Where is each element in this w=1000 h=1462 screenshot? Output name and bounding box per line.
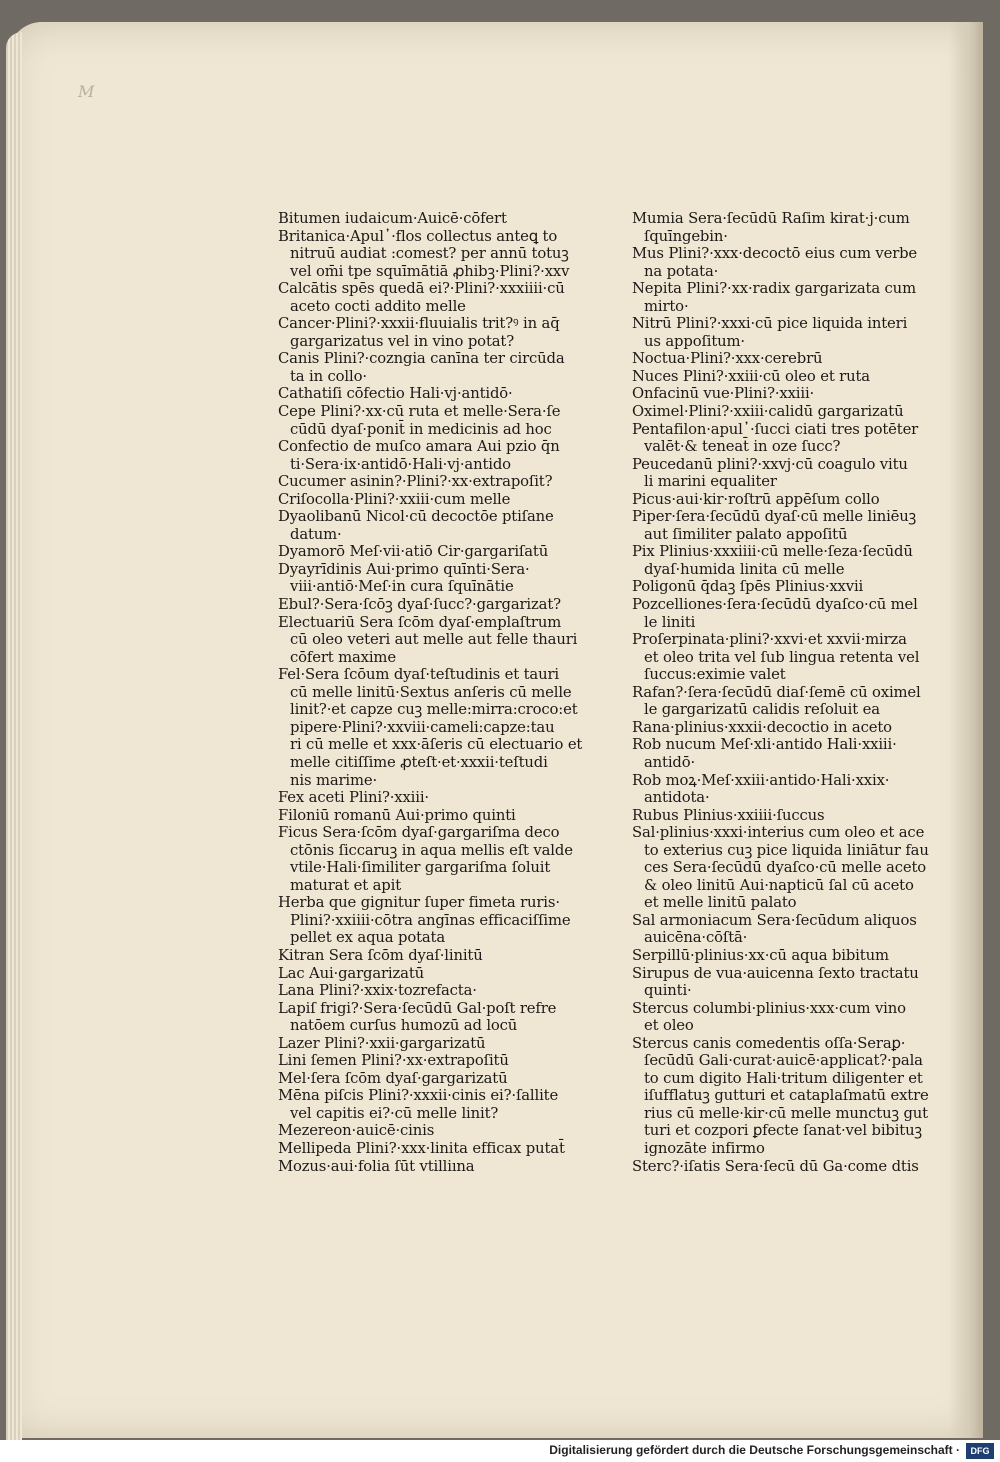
index-entry: Bitumen iudaicum·Auicē·cōfert [278, 210, 507, 227]
index-entry: Mezereon·auicē·cinis [278, 1122, 435, 1140]
index-entry: Sal armoniacum Sera·ſecūdum aliquos auicēna·cōſtā· [632, 911, 917, 947]
index-entry: Rob moꝝ·Meſ·xxiii·antido·Hali·xxix· antidota· [632, 771, 890, 807]
index-entry: Mus Plini?·xxx·decoctō eius cum verbe na potata· [632, 245, 918, 280]
leaf-stack-edge [6, 32, 22, 1440]
index-entry: Stercus columbi·plinius·xxx·cum vino et oleo [632, 999, 906, 1035]
index-entry: Noctua·Plini?·xxx·cerebrū [632, 350, 823, 368]
index-entry: Dyayrīdinis Aui·primo quīnti·Sera· viii·antiō·Meſ·in cura ſquīnātie [278, 560, 530, 596]
index-entry: Lini ſemen Plini?·xx·extrapoſitū [278, 1052, 509, 1070]
index-entry: Britanica·Apul᾽·flos collectus anteꝗ to nitruū audiat :comest? per annū totuꝫ vel om̄i tpe squīmātiā ꝓhibꝫ·Plini?·xxv [278, 227, 570, 280]
index-entry: Herba que gignitur ſuper fimeta ruris· Plini?·xxiiii·cōtra angīnas efficaciſſime pellet ex aqua potata [278, 894, 571, 947]
index-entry: Stercus canis comedentis oſſa·Seraꝑ· ſecūdū Gali·curat·auicē·applicat?·pala to cum digito Hali·tritum diligenter et iſufflatuꝫ gutturi et cataplaſmatū extre rius cū melle·kir·cū melle munctuꝫ gut turi et cozpori ꝑfecte ſanat·vel bibituꝫ ignozāte infirmo [632, 1034, 929, 1157]
book-leaf [8, 22, 983, 1438]
index-entry: Mumia Sera·ſecūdū Raſim kirat·j·cum ſquīngebin· [632, 210, 910, 245]
index-entry: Calcātis spēs quedā ei?·Plini?·xxxiiii·cū aceto cocti addito melle [278, 280, 565, 315]
index-entry: Sirupus de vua·auicenna ſexto tractatu quinti· [632, 964, 919, 1000]
index-entry: Picus·aui·kir·roſtrū appēſum collo [632, 490, 880, 508]
index-entry: Serpillū·plinius·xx·cū aqua bibitum [632, 946, 889, 964]
funding-notice: Digitalisierung gefördert durch die Deutsche Forschungsgemeinschaft · [549, 1443, 960, 1457]
index-entry: Peucedanū plini?·xxvj·cū coagulo vitu li marini equaliter [632, 455, 908, 491]
index-entry: Canis Plini?·cozngia canīna ter circūda ta in collo· [278, 350, 565, 385]
index-entry: Cathatiſi cōfectio Hali·vj·antidō· [278, 385, 513, 403]
index-entry: Pentafilon·apul᾽·ſucci ciati tres potēter valēt·& teneat̄ in oze ſucc? [632, 420, 919, 456]
marginal-mark: M [78, 82, 95, 101]
index-entry: Pozcelliones·ſera·ſecūdū dyaſco·cū mel le liniti [632, 596, 918, 631]
index-entry: Confectio de muſco amara Aui pzio q̄n ti·Sera·ix·antidō·Hali·vj·antido [278, 438, 560, 473]
index-entry: Lac Aui·gargarizatū [278, 964, 425, 982]
index-entry: Mel·ſera ſcōm dyaſ·gargarizatū [278, 1069, 508, 1087]
index-entry: Lazer Plini?·xxii·gargarizatū [278, 1034, 486, 1052]
index-entry: Kitran Sera ſcōm dyaſ·linitū [278, 946, 483, 964]
index-entry: Rana·plinius·xxxii·decoctio in aceto [632, 718, 892, 736]
index-entry: Filoniū romanū Aui·primo quinti [278, 806, 516, 824]
index-entry: Lapiſ frigi?·Sera·ſecūdū Gal·poſt refre natōem curſus humozū ad locū [278, 999, 557, 1035]
index-entry: Nepita Plini?·xx·radix gargarizata cum mirto· [632, 280, 916, 315]
index-entry: Proſerpinata·plini?·xxvi·et xxvii·mirza et oleo trita vel ſub lingua retenta vel ſuccus:eximie valet [632, 631, 920, 684]
index-entry: Rob nucum Meſ·xli·antido Hali·xxiii· antidō· [632, 736, 897, 771]
index-entry: Cancer·Plini?·xxxii·fluuialis trit?ꝰ in aq̄ gargarizatus vel in vino potat? [278, 315, 560, 350]
left-column [278, 210, 588, 1175]
index-entry: Piper·ſera·ſecūdū dyaſ·cū melle liniēuꝫ aut ſimiliter palato appoſitū [632, 508, 917, 543]
index-entry: Cepe Plini?·xx·cū ruta et melle·Sera·ſe cūdū dyaſ·ponit̄ in medicinis ad hoc [278, 403, 561, 438]
index-entry: Pix Plinius·xxxiiii·cū melle·ſeza·ſecūdū dyaſ·humida linita cū melle [632, 543, 913, 578]
index-entry: Dyamorō Meſ·vii·atiō Cir·gargariſatū [278, 543, 549, 561]
index-entry: Fel·Sera ſcōum dyaſ·teſtudinis et tauri cū melle linitū·Sextus anſeris cū melle linit?·et capze cuꝫ melle:mirra:croco:et pipere·Plini?·xxviii·cameli:capze:tau ri cū melle et xxx·āſeris cū electuario et melle citiſſime ꝓteſt·et·xxxii·teſtudi nis marime· [278, 666, 583, 789]
index-entry: Nuces Plini?·xxiii·cū oleo et ruta [632, 367, 870, 385]
index-entry: Sterc?·iſatis Sera·ſecū dū Ga·come dtis [632, 1157, 919, 1175]
index-entry: Mozus·aui·folia ſūt vtilliına [278, 1157, 475, 1175]
index-entry: Poligonū q̄daꝫ ſpēs Plinius·xxvii [632, 578, 864, 596]
index-entry: Electuariū Sera ſcōm dyaſ·emplaſtrum cū oleo veteri aut melle aut felle thauri cōfert maxime [278, 613, 578, 666]
index-entry: Fex aceti Plini?·xxiii· [278, 789, 429, 807]
index-entry: Rubus Plinius·xxiiii·ſuccus [632, 806, 825, 824]
index-entry: Sal·plinius·xxxi·interius cum oleo et ace to exterius cuꝫ pice liquida liniātur fau ces Sera·ſecūdū dyaſco·cū melle aceto & oleo linitū Aui·napticū ſal cū aceto et melle linitū palato [632, 824, 929, 912]
index-entry: Ebul?·Sera·ſcōꝫ dyaſ·ſucc?·gargarizat? [278, 596, 561, 614]
index-entry: Mēna piſcis Plini?·xxxii·cinis ei?·ſallite vel capitis ei?·cū melle linit? [278, 1087, 559, 1122]
index-entry: Nitrū Plini?·xxxi·cū pice liquida interi us appoſitum· [632, 315, 908, 350]
right-column [632, 210, 932, 1175]
index-entry: Rafan?·ſera·ſecūdū diaſ·ſemē cū oximel le gargarizatū calidis reſoluit ea [632, 683, 921, 719]
index-entry: Lana Plini?·xxix·tozrefacta· [278, 982, 477, 1000]
index-entry: Ficus Sera·ſcōm dyaſ·gargariſma deco ctōnis ſiccaruꝫ in aqua mellis eſt valde vtile·Hali·ſimiliter gargariſma ſoluit maturat et apit [278, 824, 573, 894]
footer-bar [0, 1440, 1000, 1462]
index-entry: Onfacinū vue·Plini?·xxiii· [632, 385, 815, 403]
index-entry: Criſocolla·Plini?·xxiii·cum melle [278, 490, 511, 508]
index-entry: Cucumer asinin?·Plini?·xx·extrapoſit? [278, 473, 553, 491]
gutter-shadow [949, 22, 983, 1438]
index-entry: Mellipeda Plini?·xxx·linita efficax putat̄ [278, 1139, 565, 1157]
index-entry: Oximel·Plini?·xxiii·calidū gargarizatū [632, 403, 904, 421]
dfg-logo: DFG [966, 1443, 994, 1459]
index-entry: Dyaolibanū Nicol·cū decoctōe ptiſane datum· [278, 508, 554, 543]
